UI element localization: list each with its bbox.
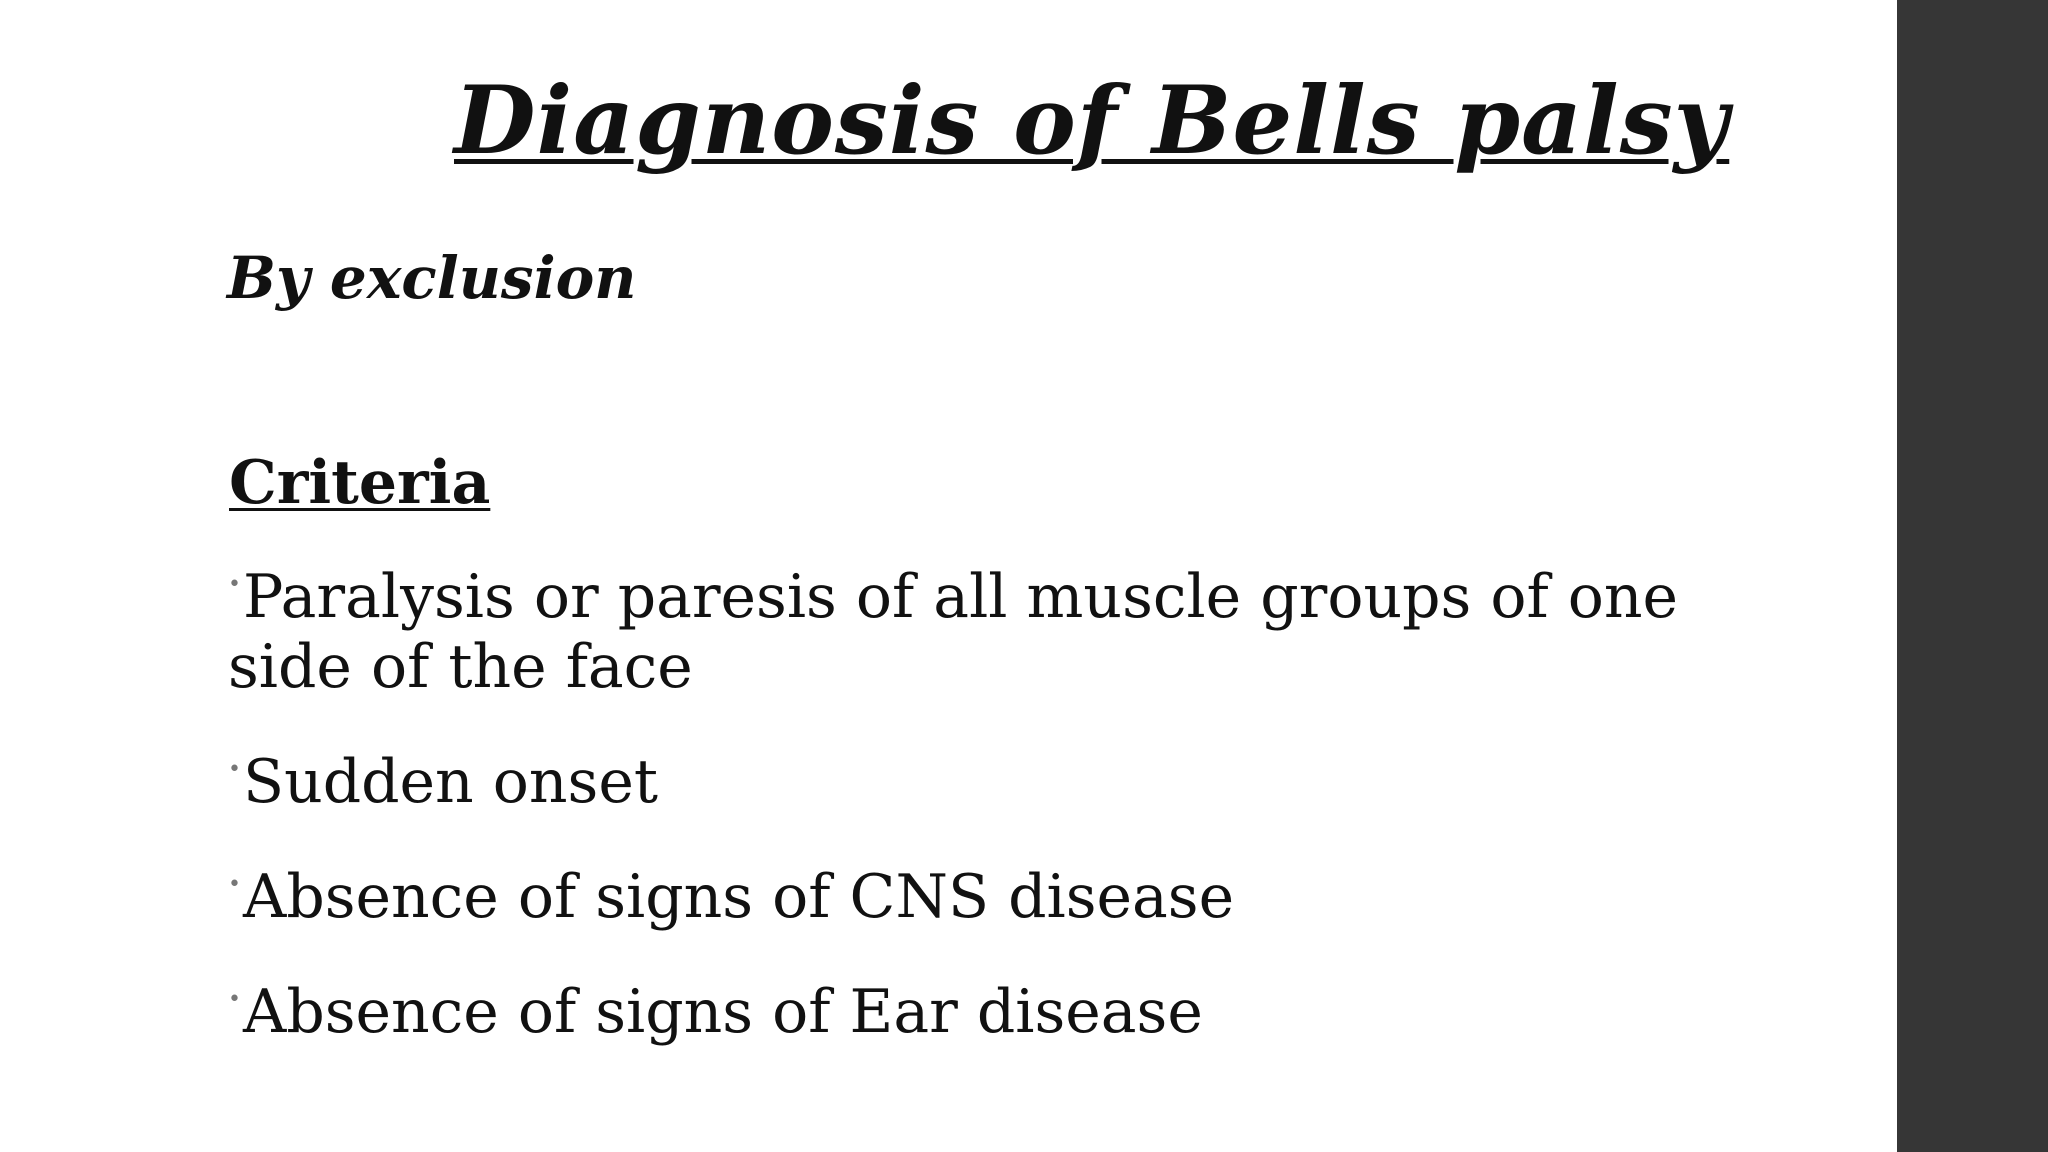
slide-title: Diagnosis of Bells palsy [454,66,1730,176]
criteria-list [228,550,1748,1080]
criteria-item [228,965,1748,1047]
bullet-icon: • [228,572,241,597]
criteria-heading: Criteria [229,448,491,518]
criteria-item-text: Sudden onset [242,747,658,817]
slide-subtitle: By exclusion [227,244,637,312]
bullet-icon: • [228,757,241,782]
criteria-item-text: Paralysis or paresis of all muscle groups of one side of the face [228,562,1679,702]
criteria-item-text: Absence of signs of CNS disease [242,862,1235,932]
criteria-item-text: Absence of signs of Ear disease [242,977,1203,1047]
bullet-icon: • [228,872,241,897]
bullet-icon: • [228,987,241,1012]
side-bar [1897,0,2048,1152]
criteria-item [228,735,1748,817]
criteria-item [228,850,1748,932]
criteria-item [228,550,1748,702]
